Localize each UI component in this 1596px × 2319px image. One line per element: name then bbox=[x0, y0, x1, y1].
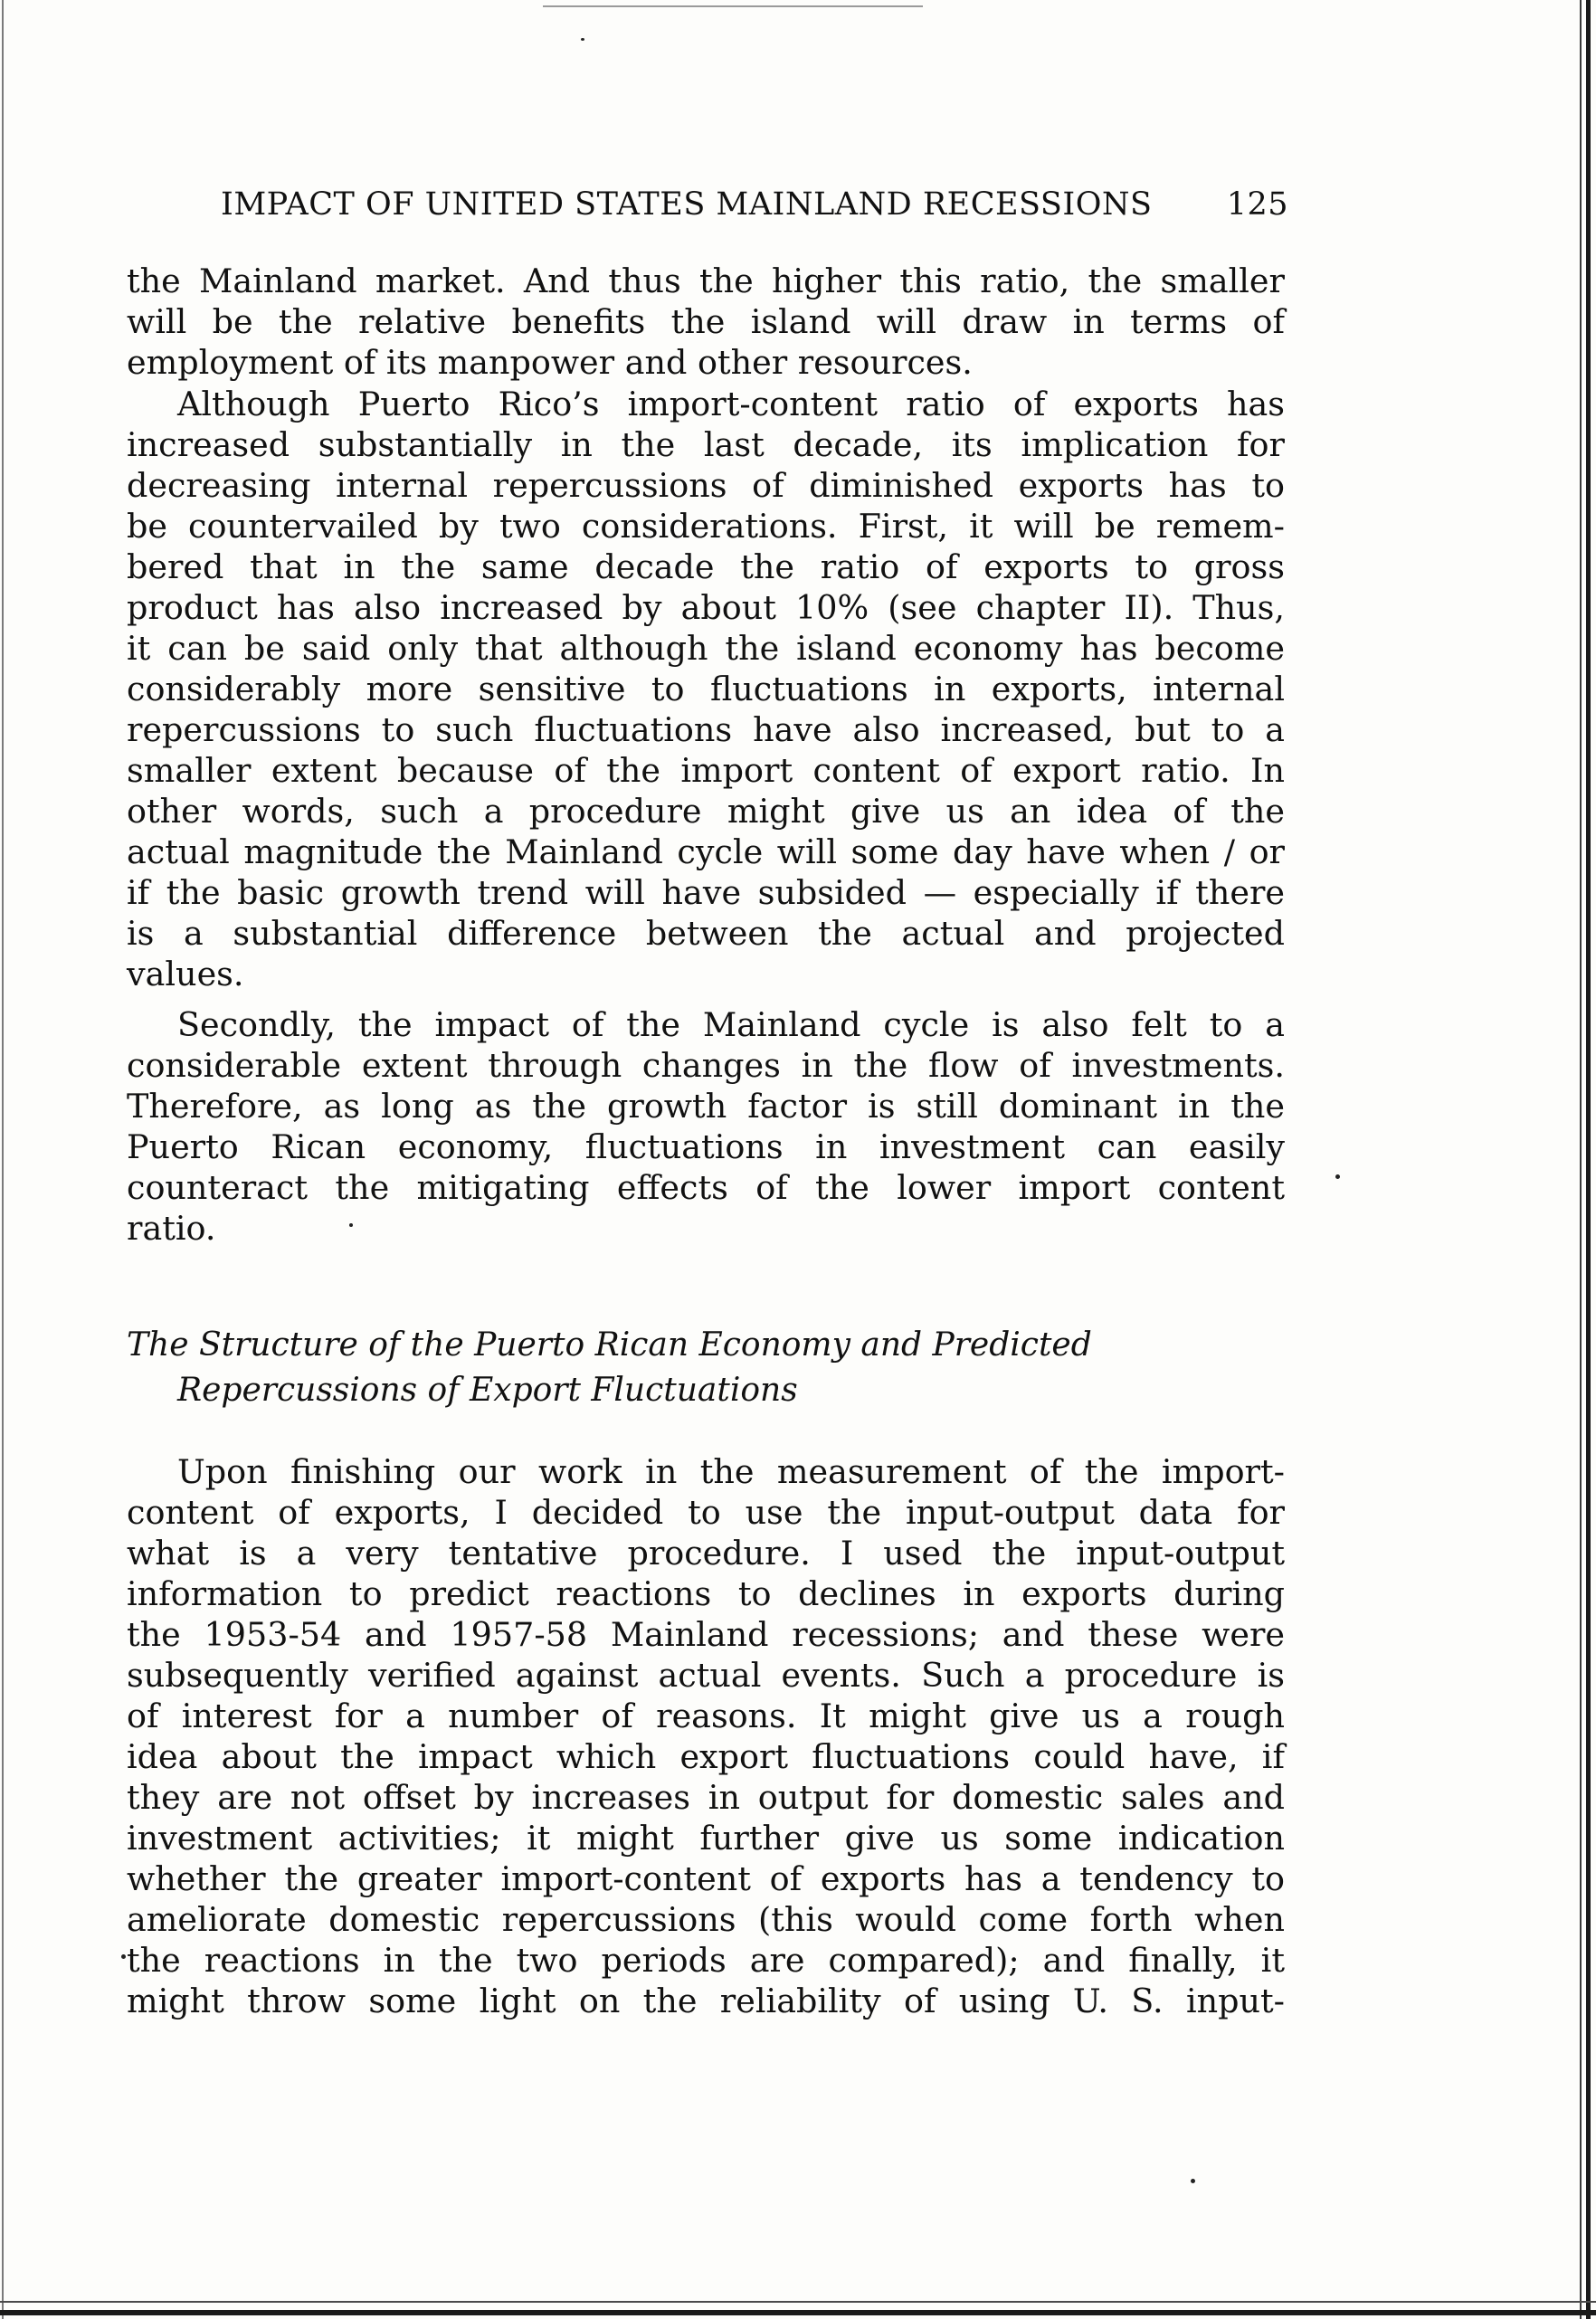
paragraph-upon-finishing bbox=[127, 1451, 1285, 2021]
text-line: counteract the mitigating effects of the lower import content bbox=[127, 1168, 1285, 1207]
paragraph-secondly bbox=[127, 1004, 1285, 1249]
scan-speck bbox=[1191, 2179, 1195, 2183]
scan-border-top bbox=[543, 5, 923, 7]
text-line: be countervailed by two considerations. First, it will be remem- bbox=[127, 507, 1285, 546]
text-line: the 1953-54 and 1957-58 Mainland recessions; and these were bbox=[127, 1615, 1285, 1654]
text-line: repercussions to such fluctuations have also increased, but to a bbox=[127, 710, 1285, 749]
text-line: ameliorate domestic repercussions (this would come forth when bbox=[127, 1900, 1285, 1939]
scan-border-right bbox=[1586, 0, 1591, 2319]
text-line: might throw some light on the reliability of using U. S. input- bbox=[127, 1982, 1285, 2020]
text-line: it can be said only that although the island economy has become bbox=[127, 629, 1285, 668]
section-heading-line-2: Repercussions of Export Fluctuations bbox=[177, 1372, 798, 1409]
paragraph-continued bbox=[127, 261, 1285, 383]
scan-speck bbox=[121, 1954, 126, 1959]
text-line: the Mainland market. And thus the higher this ratio, the smaller bbox=[127, 261, 1285, 300]
text-line: bered that in the same decade the ratio of exports to gross bbox=[127, 547, 1285, 586]
text-line: Although Puerto Rico’s import-content ratio of exports has bbox=[177, 385, 1285, 423]
text-line: values. bbox=[127, 955, 244, 993]
text-line: smaller extent because of the import content of export ratio. In bbox=[127, 751, 1285, 790]
text-line: what is a very tentative procedure. I used the input-output bbox=[127, 1534, 1285, 1573]
scan-border-bottom bbox=[0, 2310, 1596, 2315]
text-line: actual magnitude the Mainland cycle will some day have when / or bbox=[127, 832, 1285, 871]
text-line: is a substantial difference between the actual and projected bbox=[127, 914, 1285, 953]
text-line: if the basic growth trend will have subsided — especially if there bbox=[127, 873, 1285, 912]
text-line: investment activities; it might further give us some indication bbox=[127, 1819, 1285, 1858]
text-line: considerably more sensitive to fluctuations in exports, internal bbox=[127, 670, 1285, 708]
scan-border-bottom-inner bbox=[0, 2301, 1596, 2303]
section-heading-line-1: The Structure of the Puerto Rican Economy and Predicted bbox=[127, 1326, 1092, 1364]
text-line: subsequently verified against actual events. Such a procedure is bbox=[127, 1656, 1285, 1695]
text-line: Puerto Rican economy, fluctuations in investment can easily bbox=[127, 1127, 1285, 1166]
text-line: ratio. bbox=[127, 1209, 216, 1248]
text-line: Upon finishing our work in the measurement of the import- bbox=[177, 1452, 1285, 1491]
page-number: 125 bbox=[1226, 186, 1288, 223]
text-line: the reactions in the two periods are compared); and finally, it bbox=[127, 1941, 1285, 1980]
text-line: considerable extent through changes in the flow of investments. bbox=[127, 1046, 1285, 1085]
paragraph-import-content bbox=[127, 384, 1285, 994]
running-head-title: IMPACT OF UNITED STATES MAINLAND RECESSIONS bbox=[221, 186, 1153, 223]
text-line: of interest for a number of reasons. It might give us a rough bbox=[127, 1696, 1285, 1735]
section-heading bbox=[127, 1323, 1285, 1413]
scan-border-right-inner bbox=[1580, 0, 1582, 2319]
scan-border-left bbox=[2, 0, 4, 2319]
text-line: Therefore, as long as the growth factor is still dominant in the bbox=[127, 1087, 1285, 1126]
text-line: idea about the impact which export fluctuations could have, if bbox=[127, 1737, 1285, 1776]
text-line: information to predict reactions to declines in exports during bbox=[127, 1574, 1285, 1613]
text-line: Secondly, the impact of the Mainland cycle is also felt to a bbox=[177, 1005, 1285, 1044]
text-line: employment of its manpower and other resources. bbox=[127, 343, 973, 382]
text-line: content of exports, I decided to use the input-output data for bbox=[127, 1493, 1285, 1532]
text-line: will be the relative benefits the island will draw in terms of bbox=[127, 302, 1285, 341]
scan-speck bbox=[581, 38, 584, 41]
text-line: they are not offset by increases in output for domestic sales and bbox=[127, 1778, 1285, 1817]
text-line: product has also increased by about 10% (see chapter II). Thus, bbox=[127, 588, 1285, 627]
text-line: whether the greater import-content of exports has a tendency to bbox=[127, 1859, 1285, 1898]
text-line: decreasing internal repercussions of diminished exports has to bbox=[127, 466, 1285, 505]
text-line: increased substantially in the last decade, its implication for bbox=[127, 425, 1285, 464]
scan-speck bbox=[1335, 1174, 1340, 1179]
text-line: other words, such a procedure might give us an idea of the bbox=[127, 792, 1285, 831]
